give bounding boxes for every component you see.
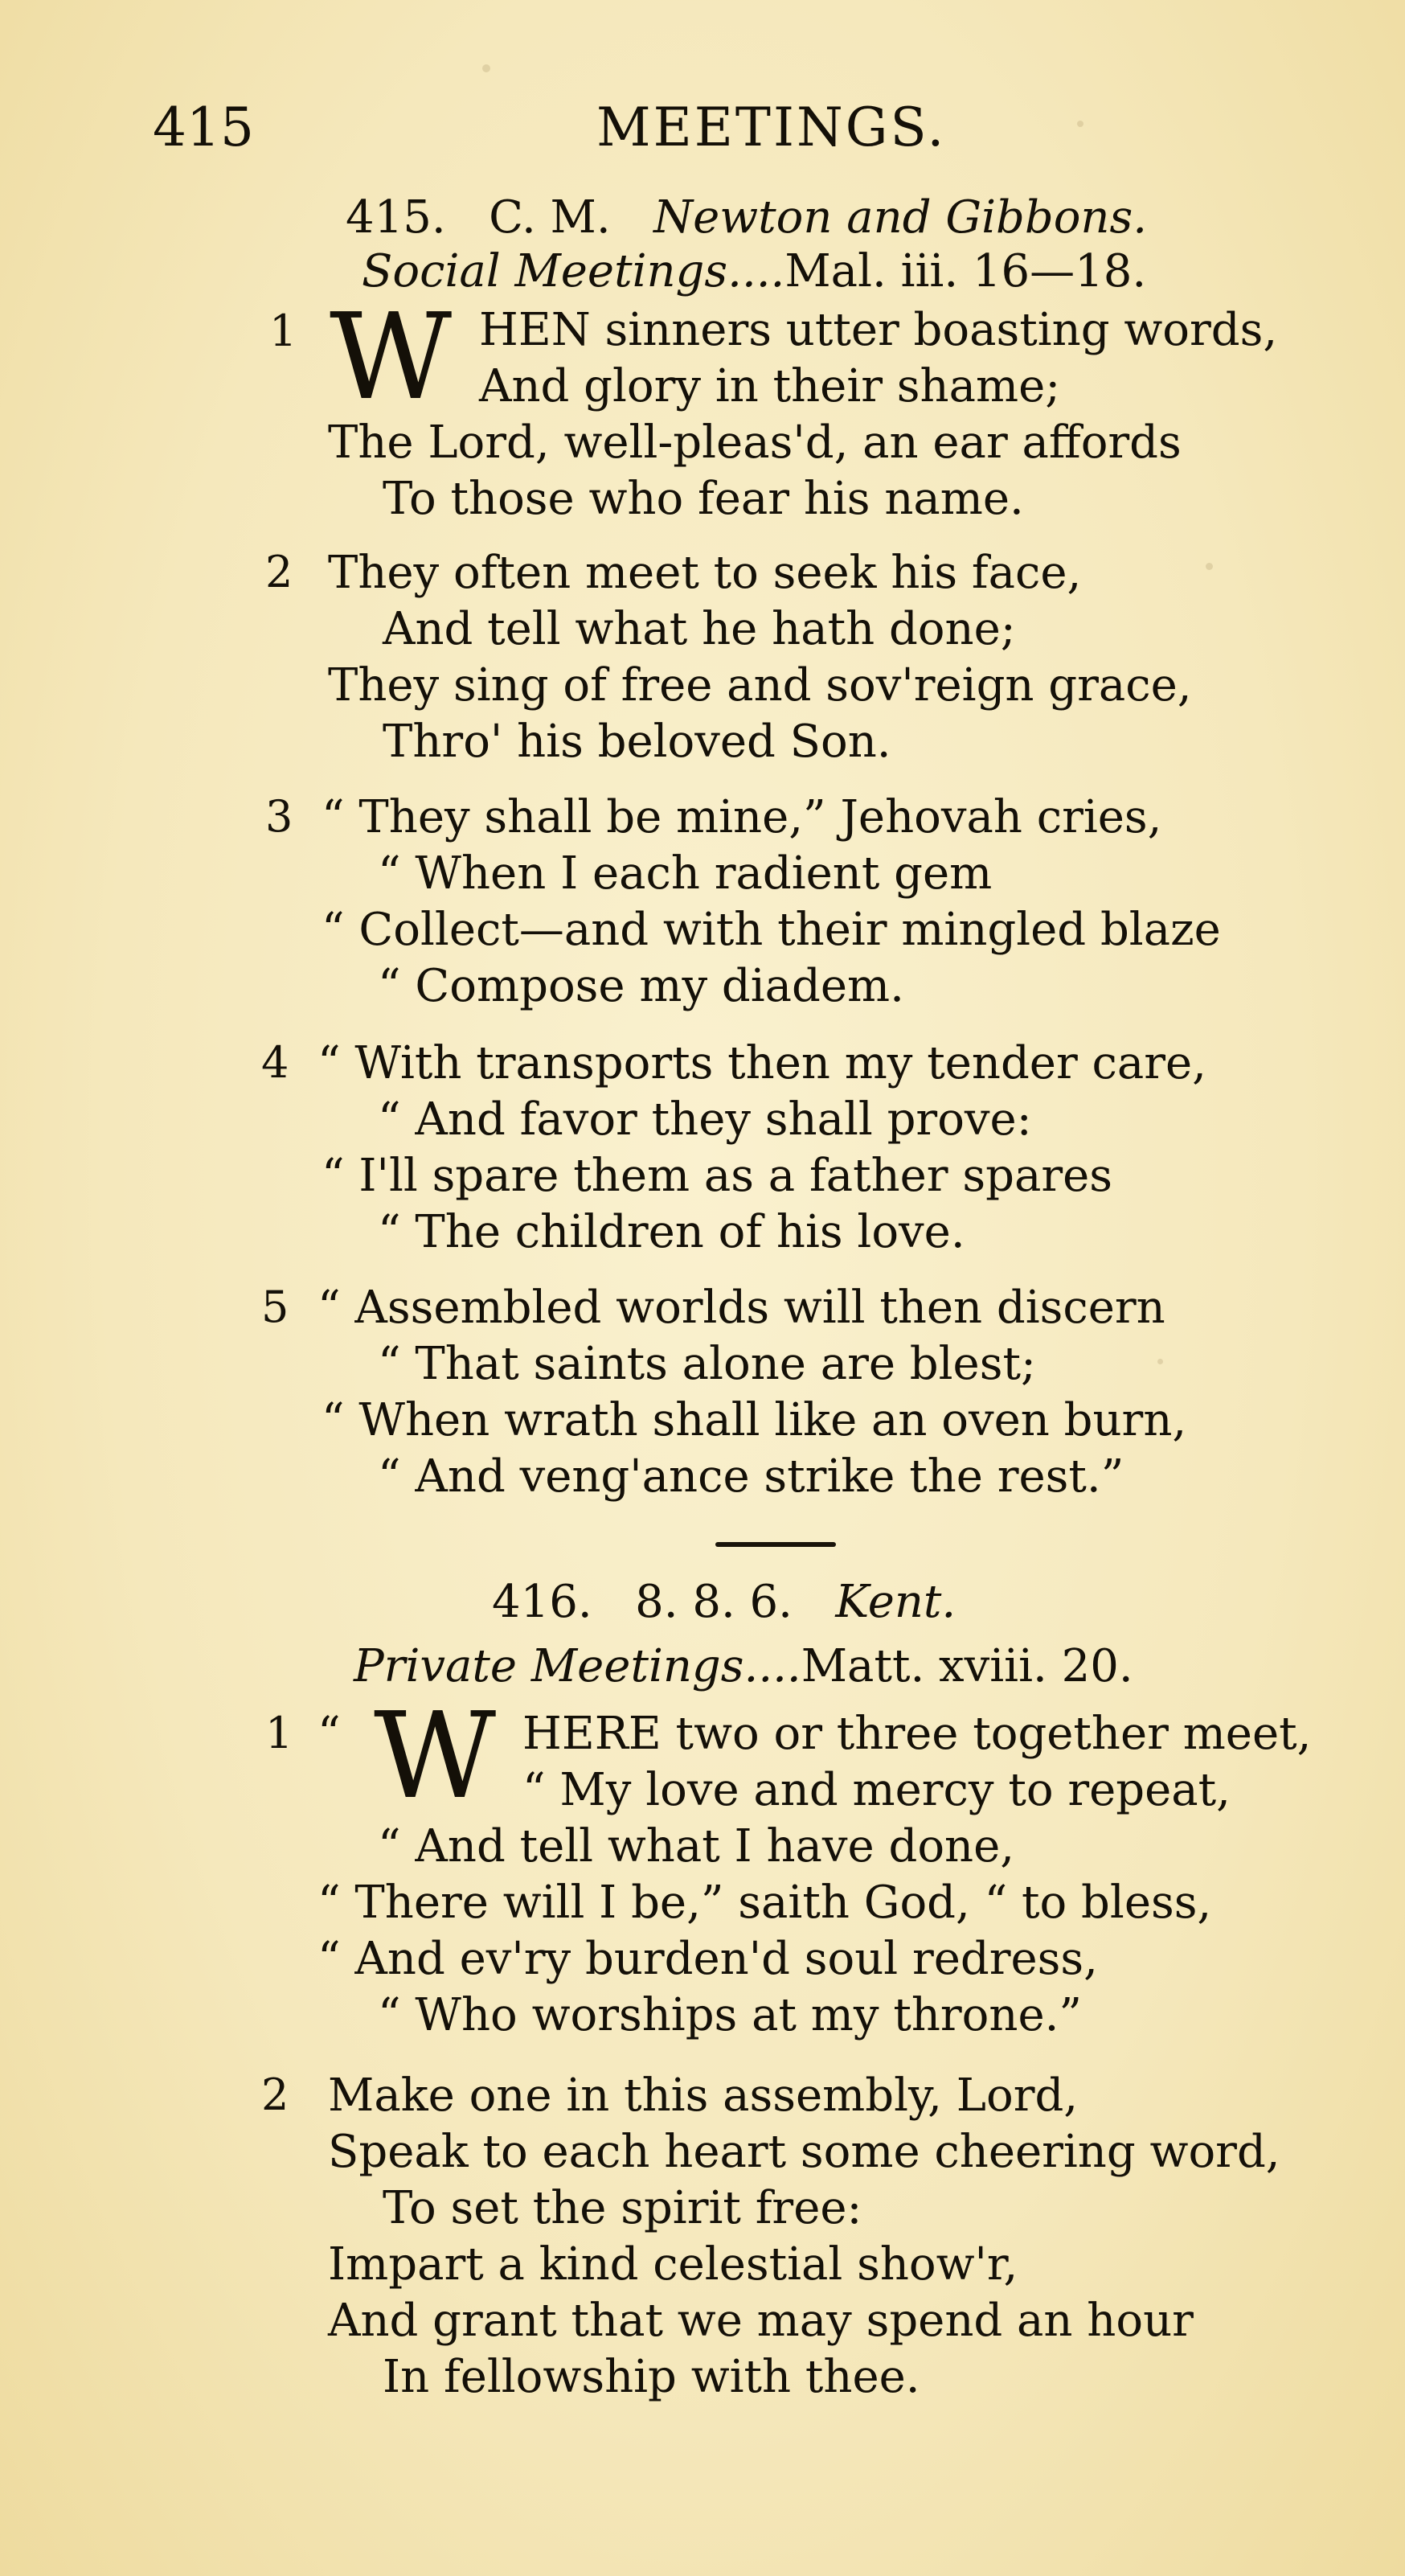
verse-line: “ And ev'ry burden'd soul redress, (317, 1933, 1098, 1985)
scripture-reference: Matt. xviii. 20. (801, 1640, 1133, 1692)
verse-line: “ Assembled worlds will then discern (317, 1282, 1165, 1334)
hymn-subject: Private Meetings.... (354, 1640, 801, 1692)
verse-line: “ When wrath shall like an oven burn, (322, 1394, 1187, 1446)
page-number: 415 (153, 96, 254, 158)
verse-line: Impart a kind celestial show'r, (328, 2238, 1018, 2291)
hymn-416-subject (354, 1640, 1133, 1692)
verse-line: “ Collect—and with their mingled blaze (322, 904, 1221, 956)
verse-line: “ There will I be,” saith God, “ to bless, (317, 1877, 1212, 1929)
verse-line: “ Compose my diadem. (378, 960, 904, 1012)
verse-line: And tell what he hath done; (383, 603, 1016, 655)
verse-line: “ And favor they shall prove: (378, 1093, 1032, 1146)
verse-line: “ With transports then my tender care, (317, 1037, 1206, 1089)
verse-line: Thro' his beloved Son. (383, 716, 891, 768)
open-quote: “ (317, 1708, 341, 1760)
stanza-number: 3 (265, 791, 293, 842)
paper-speck (1206, 563, 1213, 570)
drop-cap: W (330, 288, 453, 426)
verse-line: “ I'll spare them as a father spares (322, 1150, 1112, 1202)
verse-line: And glory in their shame; (479, 360, 1061, 412)
section-divider (715, 1542, 836, 1547)
verse-line: HERE two or three together meet, (522, 1708, 1312, 1760)
hymn-tune: Kent. (835, 1576, 956, 1628)
scripture-reference: Mal. iii. 16—18. (784, 245, 1147, 297)
paper-speck (482, 64, 490, 72)
verse-line: “ When I each radient gem (378, 847, 993, 900)
verse-line: In fellowship with thee. (383, 2351, 920, 2403)
verse-line: HEN sinners utter boasting words, (479, 304, 1278, 356)
verse-line: To those who fear his name. (383, 473, 1024, 525)
hymn-meter: C. M. (489, 191, 611, 244)
hymn-416-heading (492, 1576, 956, 1628)
drop-cap: W (374, 1687, 497, 1825)
stanza-number: 1 (265, 1708, 293, 1758)
paper-speck (1077, 121, 1083, 127)
verse-line: To set the spirit free: (383, 2182, 862, 2234)
verse-line: Speak to each heart some cheering word, (328, 2126, 1280, 2178)
stanza-number: 1 (269, 306, 297, 356)
verse-line: “ They shall be mine,” Jehovah cries, (322, 791, 1162, 843)
verse-line: “ That saints alone are blest; (378, 1338, 1036, 1390)
paper-speck (1157, 1359, 1163, 1364)
verse-line: The Lord, well-pleas'd, an ear affords (328, 416, 1182, 469)
verse-line: “ And tell what I have done, (378, 1820, 1015, 1873)
hymn-415-heading (346, 191, 1147, 244)
verse-line: “ Who worships at my throne.” (378, 1989, 1083, 2041)
stanza-number: 5 (261, 1282, 289, 1332)
hymn-number: 415. (346, 191, 446, 244)
hymn-tune: Newton and Gibbons. (653, 191, 1148, 244)
stanza-number: 2 (261, 2069, 289, 2120)
stanza-number: 2 (265, 547, 293, 597)
verse-line: Make one in this assembly, Lord, (328, 2069, 1079, 2122)
verse-line: They sing of free and sov'reign grace, (328, 659, 1192, 712)
hymn-subject: Social Meetings.... (362, 245, 785, 297)
verse-line: “ My love and mercy to repeat, (522, 1764, 1231, 1816)
verse-line: And grant that we may spend an hour (328, 2295, 1194, 2347)
hymn-number: 416. (492, 1576, 592, 1628)
verse-line: “ The children of his love. (378, 1206, 965, 1258)
running-title: MEETINGS. (596, 96, 947, 158)
verse-line: “ And veng'ance strike the rest.” (378, 1450, 1124, 1503)
verse-line: They often meet to seek his face, (328, 547, 1082, 599)
hymn-415-subject (362, 245, 1146, 297)
stanza-number: 4 (261, 1037, 289, 1088)
hymn-meter: 8. 8. 6. (635, 1576, 793, 1628)
